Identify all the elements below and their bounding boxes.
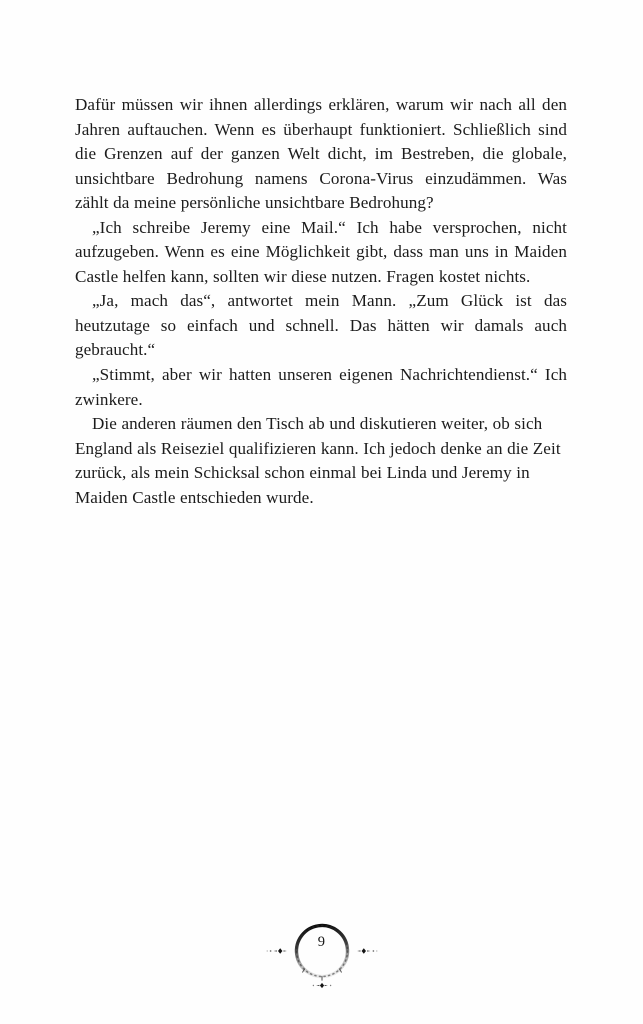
paragraph-3: „Ja, mach das“, antwortet mein Mann. „Zum Glück ist das heutzutage so einfach und schnell. Das hätten wir damals auch gebraucht.“ (75, 291, 567, 360)
paragraph-2: „Ich schreibe Jeremy eine Mail.“ Ich habe versprochen, nicht aufzugeben. Wenn es eine Möglichkeit gibt, dass man uns in Maiden Castle helfen kann, sollten wir diese nutzen. Fragen kostet nichts. (75, 217, 567, 286)
paragraph-4: „Stimmt, aber wir hatten unseren eigenen Nachrichtendienst.“ Ich zwinkere. (75, 365, 567, 409)
page-number: 9 (317, 934, 326, 950)
folio-ornament (0, 912, 643, 998)
crescent-moon-with-sparkles-icon (242, 912, 402, 998)
paragraph-5: Die anderen räumen den Tisch ab und diskutieren weiter, ob sich England als Reiseziel qualifizieren kann. Ich jedoch denke an die Zeit zurück, als mein Schicksal schon einmal bei Linda und Jeremy in Maiden Castle entschieden wurde. (75, 414, 561, 507)
sparkle-bottom-icon (312, 983, 331, 988)
paragraph-1: Dafür müssen wir ihnen allerdings erklären, warum wir nach all den Jahren auftauchen. Wenn es überhaupt funktioniert. Schließlich sind die Grenzen auf der ganzen Welt dicht, im Bestreben, die globale, unsichtbare Bedrohung namens Corona-Virus einzudämmen. Was zählt da meine persönliche unsichtbare Bedrohung? (75, 95, 567, 213)
page-text-block (75, 93, 567, 510)
